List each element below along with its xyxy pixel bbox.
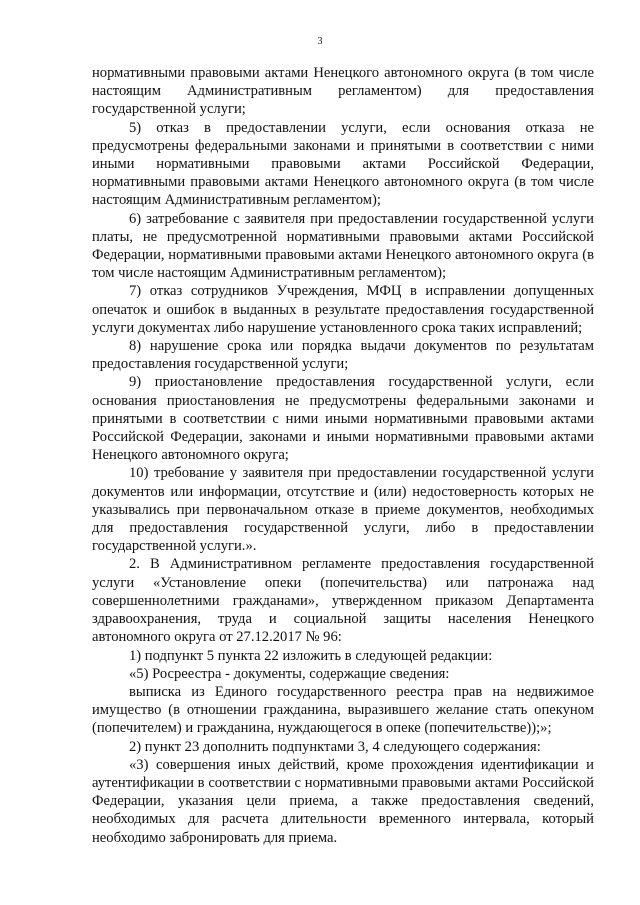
paragraph: 6) затребование с заявителя при предоставлении государственной услуги платы, не предусмотренной нормативными правовыми актами Российской Федерации, нормативными правовыми актами Ненецкого автономного округа (в том числе настоящим Административным регламентом); [92,210,594,282]
paragraph: «5) Росреестра - документы, содержащие сведения: [129,665,450,682]
page-number: 3 [317,36,323,47]
paragraph: 8) нарушение срока или порядка выдачи документов по результатам предоставления государственной услуги; [92,338,594,373]
paragraph: 7) отказ сотрудников Учреждения, МФЦ в исправлении допущенных опечаток и ошибок в выданных в результате предоставления государственной услуги документах либо нарушение установленного срока таких исправлений; [92,283,594,336]
paragraph: 10) требование у заявителя при предоставлении государственной услуги документов или информации, отсутствие и (или) недостоверность которых не указывались при первоначальном отказе в приеме документов, необходимых для предоставления государственной услуги, либо в предоставлении государственной услуги.». [92,465,594,555]
document-body [92,64,594,847]
paragraph: 2) пункт 23 дополнить подпунктами 3, 4 следующего содержания: [129,738,541,755]
paragraph: 2. В Административном регламенте предоставления государственной услуги «Установление опеки (попечительства) или патронажа над совершеннолетними гражданами», утвержденном приказом Департамента здравоохранения, труда и социальной защиты населения Ненецкого автономного округа от 27.12.2017 № 96: [92,556,594,646]
paragraph: 9) приостановление предоставления государственной услуги, если основания приостановления не предусмотрены федеральными законами и принятыми в соответствии с ними иными нормативными правовыми актами Российской Федерации, законами и иными нормативными правовыми актами Ненецкого автономного округа; [92,374,594,464]
paragraph: выписка из Единого государственного реестра прав на недвижимое имущество (в отношении гражданина, выразившего желание стать опекуном (попечителем) и гражданина, нуждающегося в опеке (попечительстве));»; [92,683,594,737]
paragraph: 5) отказ в предоставлении услуги, если основания отказа не предусмотрены федеральными законами и принятыми в соответствии с ними иными нормативными правовыми актами Российской Федерации, нормативными правовыми актами Ненецкого автономного округа (в том числе настоящим Административным регламентом); [92,119,594,209]
paragraph: 1) подпункт 5 пункта 22 изложить в следующей редакции: [129,647,493,664]
paragraph: нормативными правовыми актами Ненецкого автономного округа (в том числе настоящим Административным регламентом) для предоставления государственной услуги; [92,65,594,118]
paragraph: «3) совершения иных действий, кроме прохождения идентификации и аутентификации в соответствии с нормативными правовыми актами Российской Федерации, указания цели приема, а также предоставления сведений, необходимых для расчета длительности временного интервала, который необходимо забронировать для приема. [92,756,594,846]
